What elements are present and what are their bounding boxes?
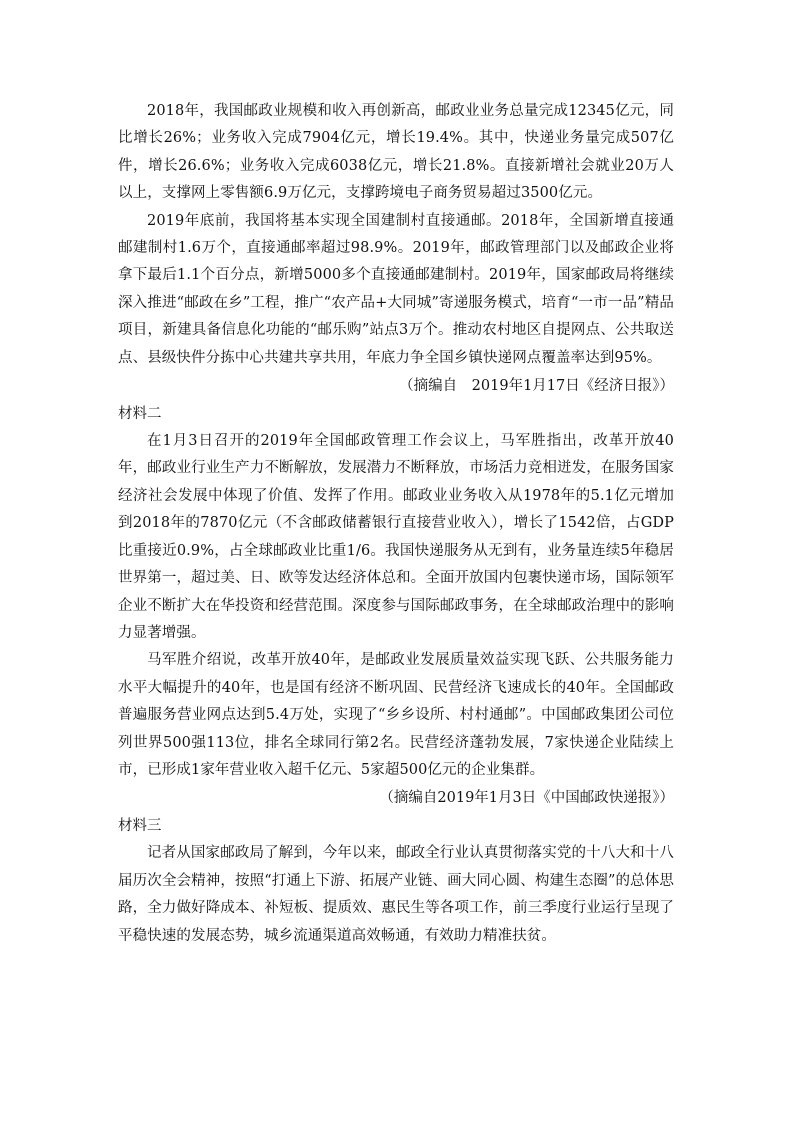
material2-paragraph-2: 马军胜介绍说，改革开放40年，是邮政业发展质量效益实现飞跃、公共服务能力水平大幅提升的40年，也是国有经济不断巩固、民营经济飞速成长的40年。全国邮政普遍服务营业网点达到5.4万处，实现了“乡乡设所、村村通邮”。中国邮政集团公司位列世界500强113位，排名全球同行第2名。民营经济蓬勃发展，7家快递企业陆续上市，已形成1家年营业收入超千亿元、5家超500亿元的企业集群。 (118, 652, 674, 778)
material1-paragraph-2: 2019年底前，我国将基本实现全国建制村直接通邮。2018年，全国新增直接通邮建制村1.6万个，直接通邮率超过98.9%。2019年，邮政管理部门以及邮政企业将拿下最后1.1个百分点，新增5000多个直接通邮建制村。2019年，国家邮政局将继续深入推进“邮政在乡”工程，推广“农产品+大同城”寄递服务模式，培育“一市一品”精品项目，新建具备信息化功能的“邮乐购”站点3万个。推动农村地区自提网点、公共取送点、县级快件分拣中心共建共享共用，年底力争全国乡镇快递网点覆盖率达到95%。 (118, 212, 674, 366)
document-page (118, 98, 674, 950)
material3-paragraph-1: 记者从国家邮政局了解到，今年以来，邮政全行业认真贯彻落实党的十八大和十八届历次全会精神，按照“打通上下游、拓展产业链、画大同心圆、构建生态圈”的总体思路，全力做好降成本、补短板、提质效、惠民生等各项工作，前三季度行业运行呈现了平稳快速的发展态势，城乡流通渠道高效畅通，有效助力精准扶贫。 (118, 845, 674, 944)
material3-heading: 材料三 (118, 818, 162, 835)
material2-paragraph-1: 在1月3日召开的2019年全国邮政管理工作会议上，马军胜指出，改革开放40年，邮政业行业生产力不断解放，发展潜力不断释放，市场活力竞相迸发，在服务国家经济社会发展中体现了价值、发挥了作用。邮政业业务收入从1978年的5.1亿元增加到2018年的7870亿元（不含邮政储蓄银行直接营业收入），增长了1542倍，占GDP比重接近0.9%，占全球邮政业比重1/6。我国快递服务从无到有，业务量连续5年稳居世界第一，超过美、日、欧等发达经济体总和。全面开放国内包裹快递市场，国际领军企业不断扩大在华投资和经营范围。深度参与国际邮政事务，在全球邮政治理中的影响力显著增强。 (118, 433, 674, 641)
material1-source: （摘编自 2019年1月17日《经济日报》） (399, 378, 674, 395)
material1-paragraph-1: 2018年，我国邮政业规模和收入再创新高，邮政业业务总量完成12345亿元，同比增长26%；业务收入完成7904亿元，增长19.4%。其中，快递业务量完成507亿件，增长26.6%；业务收入完成6038亿元，增长21.8%。直接新增社会就业20万人以上，支撑网上零售额6.9万亿元，支撑跨境电子商务贸易超过3500亿元。 (118, 103, 674, 202)
material2-heading: 材料二 (118, 406, 162, 423)
material2-source: （摘编自2019年1月3日《中国邮政快递报》） (379, 790, 674, 807)
